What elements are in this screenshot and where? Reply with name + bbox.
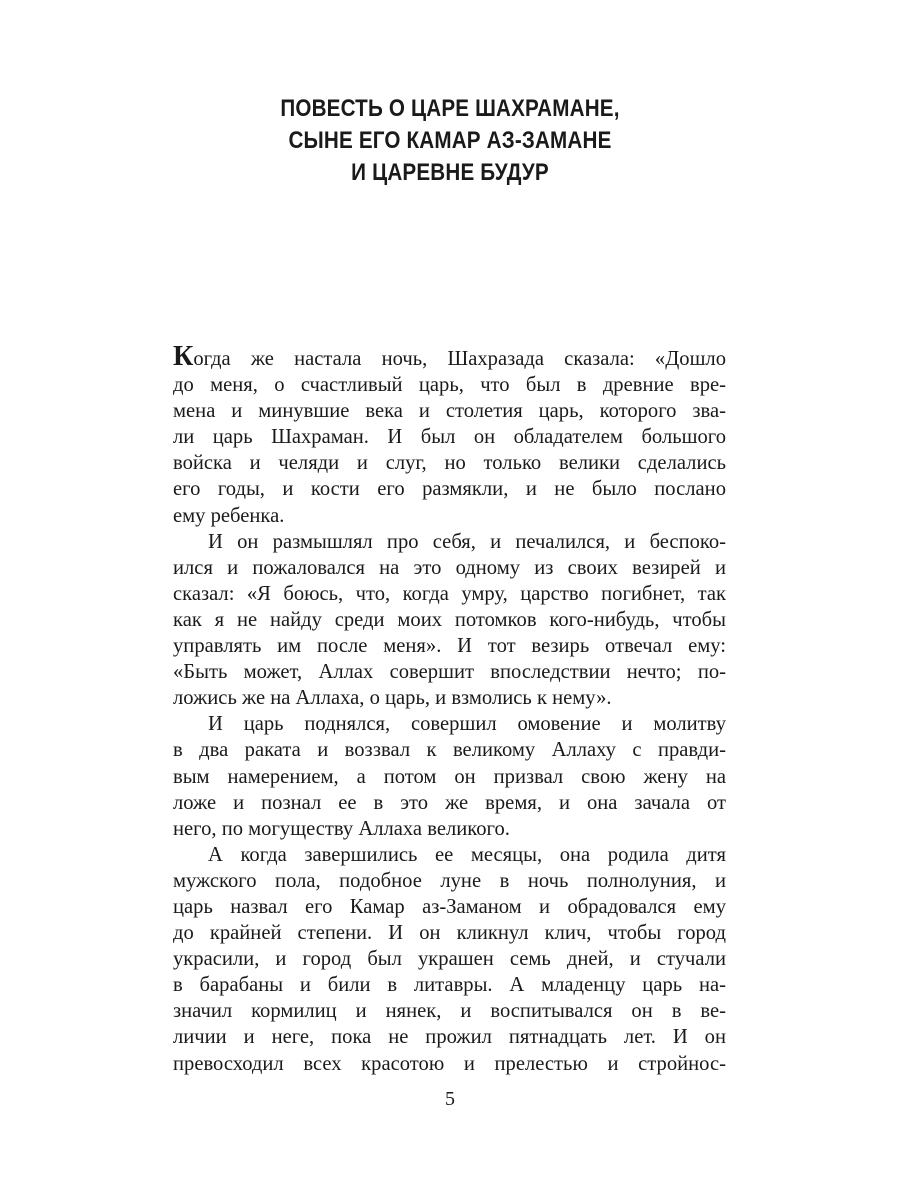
text-line-content: огда же настала ночь, Шахразада сказала: «Дошло [193,348,726,370]
chapter-title-line-1: ПОВЕСТЬ О ЦАРЕ ШАХРАМАНЕ, [280,95,620,122]
text-line: мужского пола, подобное луне в ночь полнолуния, и [173,869,726,892]
text-line: до меня, о счастливый царь, что был в древние вре- [173,374,726,397]
page-number: 5 [445,1088,455,1110]
text-line: И он размышлял про себя, и печалился, и беспоко- [208,530,726,553]
text-line: его годы, и кости его размякли, и не было послано [173,478,726,501]
text-line: И царь поднялся, совершил омовение и молитву [208,713,726,736]
text-line: царь назвал его Камар аз-Заманом и обрадовался ему [173,895,726,918]
text-line: ился и пожаловался на это одному из своих везирей и [173,556,726,579]
text-line: «Быть может, Аллах совершит впоследствии нечто; по- [173,661,726,684]
text-line: ложе и познал ее в это же время, и она зачала от [173,791,726,814]
text-line: ложись же на Аллаха, о царь, и взмолись к нему». [173,687,612,710]
text-line: войска и челяди и слуг, но только велики сделались [173,452,726,475]
chapter-title-line-2: СЫНЕ ЕГО КАМАР АЗ-ЗАМАНЕ [288,127,612,154]
text-line: личии и неге, пока не прожил пятнадцать лет. И он [173,1026,726,1049]
chapter-title [63,93,837,189]
text-line: управлять им после меня». И тот везирь отвечал ему: [173,635,726,658]
text-line: мена и минувшие века и столетия царь, которого зва- [173,400,726,423]
text-line: значил кормилиц и нянек, и воспитывался он в ве- [173,1000,726,1023]
text-line: до крайней степени. И он кликнул клич, чтобы город [173,922,726,945]
text-line: в барабаны и били в литавры. А младенцу царь на- [173,974,726,997]
text-line: ли царь Шахраман. И был он обладателем большого [173,426,726,449]
text-line: ему ребенка. [173,504,285,527]
text-line: превосходил всех красотою и прелестью и стройнос- [173,1052,726,1075]
text-line [173,341,726,372]
text-line: сказал: «Я боюсь, что, когда умру, царство погибнет, так [173,582,726,605]
drop-cap: К [173,341,194,372]
body-text [173,341,726,1077]
text-line: в два раката и воззвал к великому Аллаху с правди- [173,739,726,762]
text-line: как я не найду среди моих потомков кого-нибудь, чтобы [173,608,726,631]
text-line: вым намерением, а потом он призвал свою жену на [173,765,726,788]
chapter-title-line-3: И ЦАРЕВНЕ БУДУР [351,159,549,186]
text-line: А когда завершились ее месяцы, она родила дитя [208,843,726,866]
text-line: украсили, и город был украшен семь дней, и стучали [173,948,726,971]
text-line: него, по могуществу Аллаха великого. [173,817,510,840]
